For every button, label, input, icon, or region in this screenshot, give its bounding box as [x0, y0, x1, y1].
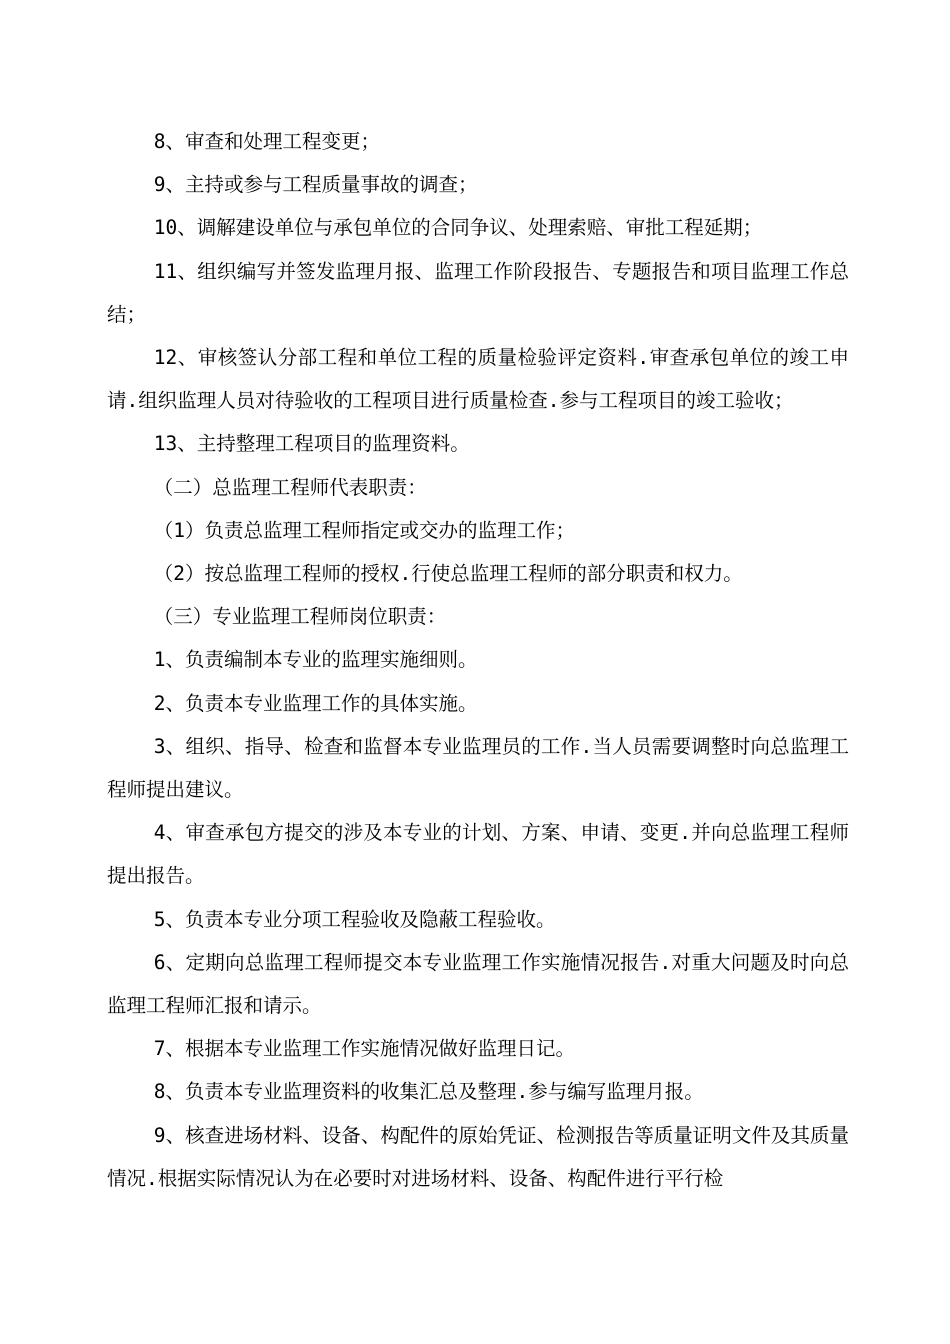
paragraph-specialist-duty-7: 7、根据本专业监理工作实施情况做好监理日记。 — [153, 1037, 576, 1061]
paragraph-item-12-acceptance: 12、审核签认分部工程和单位工程的质量检验评定资料.审查承包单位的竣工申请.组织监理人员对待验收的工程项目进行质量检查.参与工程项目的竣工验收； — [107, 346, 849, 413]
paragraph-specialist-duty-6: 6、定期向总监理工程师提交本专业监理工作实施情况报告.对重大问题及时向总监理工程师汇报和请示。 — [107, 950, 849, 1018]
paragraph-specialist-duty-9: 9、核查进场材料、设备、构配件的原始凭证、检测报告等质量证明文件及其质量情况.根据实际情况认为在必要时对进场材料、设备、构配件进行平行检 — [107, 1123, 849, 1190]
paragraph-deputy-duty-2: （2）按总监理工程师的授权.行使总监理工程师的部分职责和权力。 — [153, 562, 743, 586]
paragraph-item-10-contract-disputes: 10、调解建设单位与承包单位的合同争议、处理索赔、审批工程延期； — [153, 216, 763, 240]
paragraph-item-8-review-changes: 8、审查和处理工程变更； — [153, 130, 381, 153]
section-heading-specialist-duties: （三）专业监理工程师岗位职责： — [153, 605, 447, 629]
paragraph-specialist-duty-8: 8、负责本专业监理资料的收集汇总及整理.参与编写监理月报。 — [153, 1080, 704, 1104]
paragraph-deputy-duty-1: （1）负责总监理工程师指定或交办的监理工作； — [153, 518, 576, 542]
paragraph-specialist-duty-3: 3、组织、指导、检查和监督本专业监理员的工作.当人员需要调整时向总监理工程师提出建议。 — [107, 734, 849, 802]
paragraph-specialist-duty-5: 5、负责本专业分项工程验收及隐蔽工程验收。 — [153, 907, 556, 931]
paragraph-specialist-duty-2: 2、负责本专业监理工作的具体实施。 — [153, 691, 478, 715]
paragraph-specialist-duty-1: 1、负责编制本专业的监理实施细则。 — [153, 648, 478, 672]
paragraph-item-11-monthly-report: 11、组织编写并签发监理月报、监理工作阶段报告、专题报告和项目监理工作总结； — [107, 259, 849, 326]
document-body — [107, 120, 849, 1200]
paragraph-item-13-records: 13、主持整理工程项目的监理资料。 — [153, 432, 470, 456]
paragraph-item-9-quality-accident: 9、主持或参与工程质量事故的调查； — [153, 173, 478, 197]
paragraph-specialist-duty-4: 4、审查承包方提交的涉及本专业的计划、方案、申请、变更.并向总监理工程师提出报告。 — [107, 821, 849, 888]
section-heading-deputy-duties: （二）总监理工程师代表职责： — [153, 475, 427, 499]
